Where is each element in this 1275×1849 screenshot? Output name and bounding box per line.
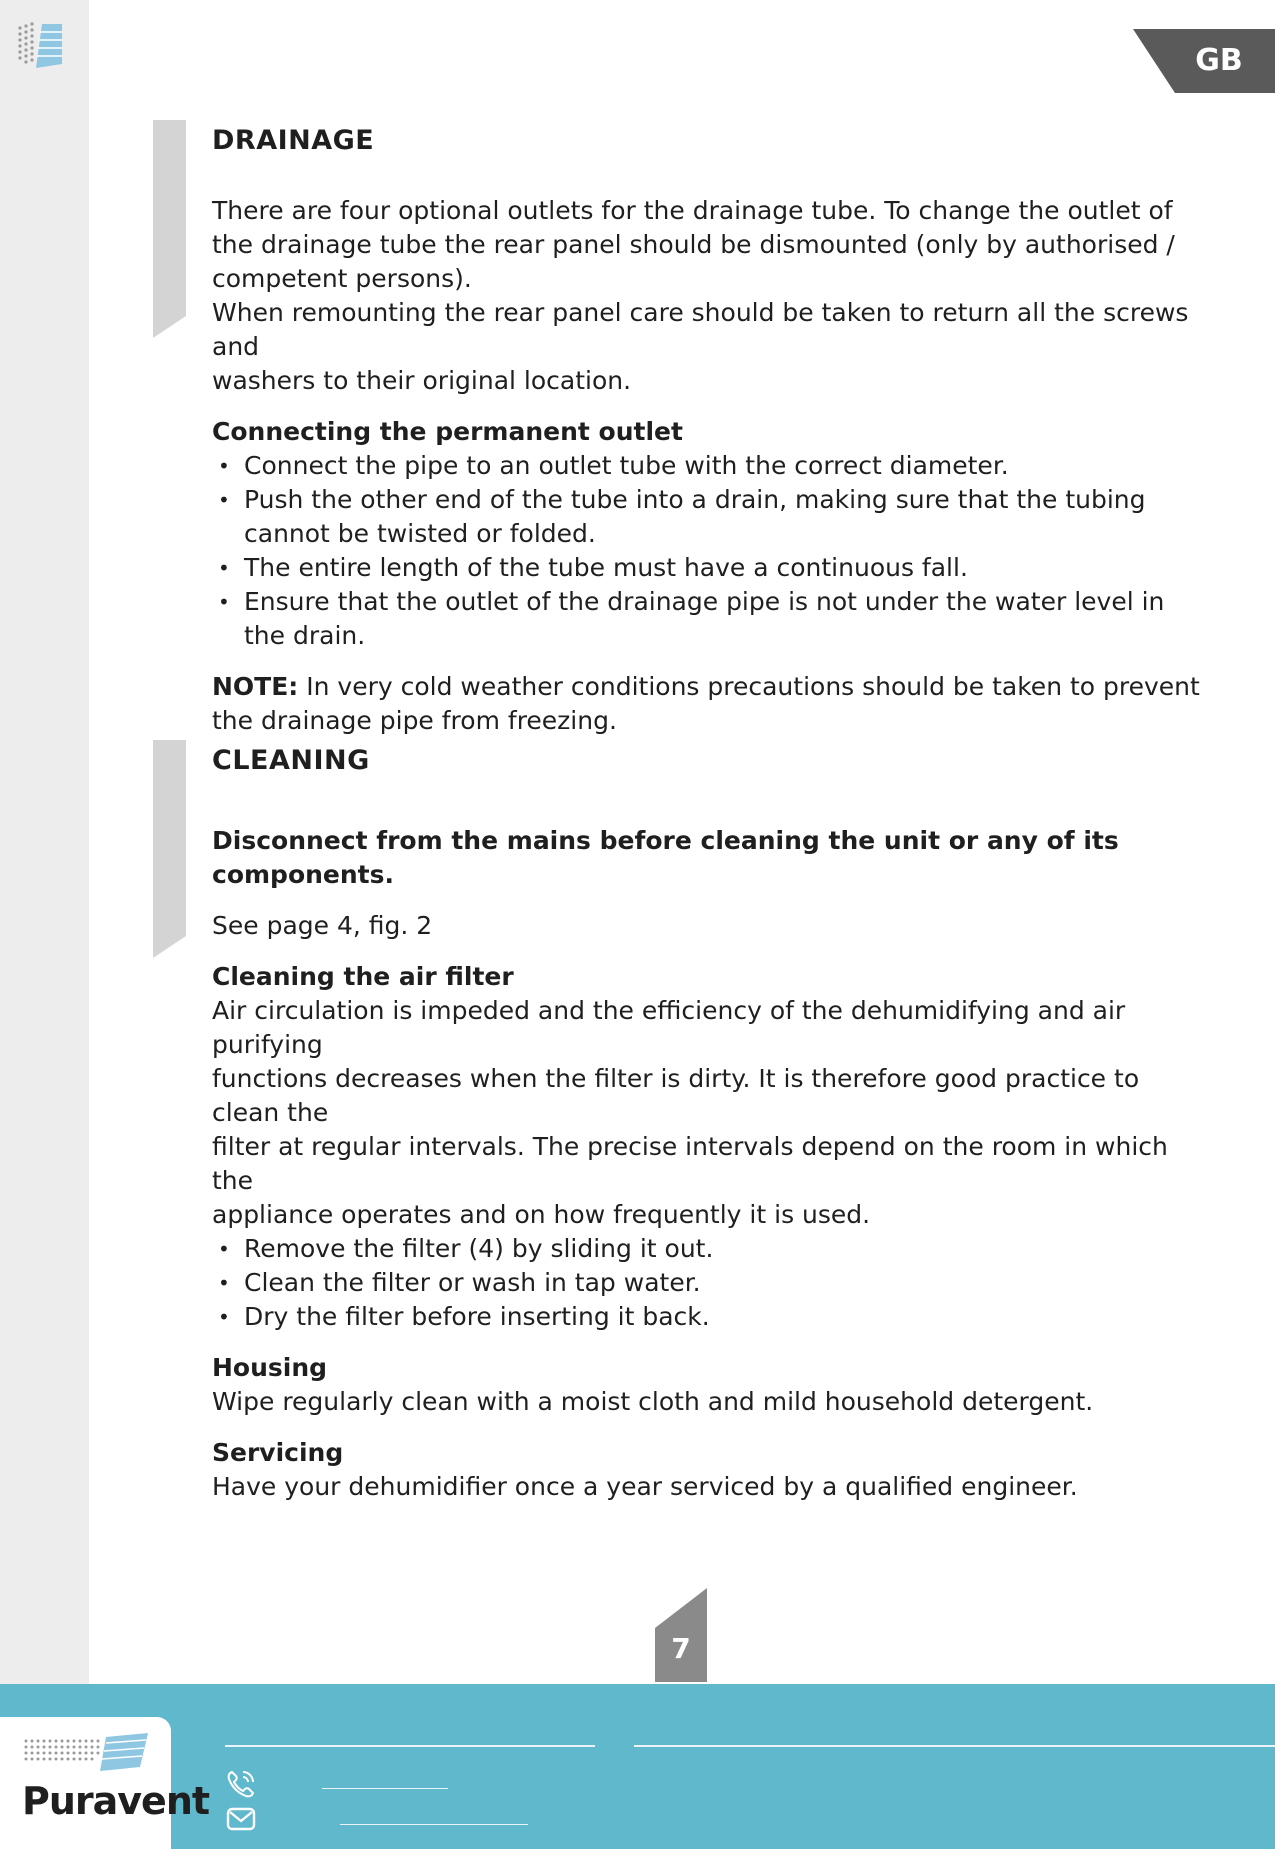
air-filter-line: filter at regular intervals. The precise intervals depend on the room in which the xyxy=(212,1132,1168,1195)
servicing-text: Have your dehumidifier once a year serviced by a qualified engineer. xyxy=(212,1472,1078,1501)
list-item: • Clean the filter or wash in tap water. xyxy=(212,1266,1212,1300)
intro-line: washers to their original location. xyxy=(212,366,632,395)
cleaning-heading: CLEANING xyxy=(212,745,370,776)
footer-logo-box xyxy=(0,1717,210,1849)
drainage-section xyxy=(212,124,1212,738)
footer-brand: Puravent xyxy=(22,1779,210,1823)
note-label: NOTE: xyxy=(212,672,299,701)
list-item: • The entire length of the tube must have a continuous fall. xyxy=(212,551,1212,585)
footer-divider xyxy=(225,1745,595,1747)
drainage-section-bar xyxy=(153,120,186,338)
housing-text: Wipe regularly clean with a moist cloth and mild household detergent. xyxy=(212,1387,1094,1416)
puravent-mark-icon xyxy=(14,20,64,70)
intro-line: the drainage tube the rear panel should be dismounted (only by authorised / xyxy=(212,230,1175,259)
list-item: • Dry the filter before inserting it back. xyxy=(212,1300,1212,1334)
intro-line: When remounting the rear panel care should be taken to return all the screws and xyxy=(212,298,1189,361)
permanent-outlet-title: Connecting the permanent outlet xyxy=(212,417,683,446)
list-item: • Remove the filter (4) by sliding it out. xyxy=(212,1232,1212,1266)
footer-phone-line xyxy=(322,1788,448,1789)
phone-icon xyxy=(225,1768,257,1800)
footer-mail-line xyxy=(340,1824,528,1825)
page-number: 7 xyxy=(671,1632,691,1665)
cleaning-section xyxy=(212,744,1212,1504)
air-filter-line: appliance operates and on how frequently it is used. xyxy=(212,1200,871,1229)
intro-line: There are four optional outlets for the drainage tube. To change the outlet of xyxy=(212,196,1173,225)
list-item: • Ensure that the outlet of the drainage pipe is not under the water level in the drain. xyxy=(212,585,1212,653)
language-tab-label: GB xyxy=(1195,42,1243,78)
cleaning-warning: Disconnect from the mains before cleaning the unit or any of its components. xyxy=(212,826,1119,889)
see-page-reference: See page 4, fig. 2 xyxy=(212,911,433,940)
filter-bullet-list xyxy=(212,1232,1212,1334)
list-item: • Push the other end of the tube into a drain, making sure that the tubing cannot be twisted or folded. xyxy=(212,483,1212,551)
air-filter-line: functions decreases when the filter is dirty. It is therefore good practice to clean the xyxy=(212,1064,1140,1127)
air-filter-text xyxy=(212,994,1212,1232)
servicing-title: Servicing xyxy=(212,1438,344,1467)
drainage-bullet-list xyxy=(212,449,1212,653)
puravent-logo-icon xyxy=(22,1733,150,1777)
page-number-tab xyxy=(655,1588,707,1682)
mail-icon xyxy=(225,1803,257,1835)
air-filter-line: Air circulation is impeded and the efficiency of the dehumidifying and air purifying xyxy=(212,996,1126,1059)
footer-divider xyxy=(634,1745,1275,1747)
note-text: In very cold weather conditions precautions should be taken to prevent the drainage pipe from freezing. xyxy=(212,672,1200,735)
drainage-note xyxy=(212,670,1212,738)
air-filter-title: Cleaning the air filter xyxy=(212,962,514,991)
language-tab xyxy=(1133,29,1275,93)
list-item: • Connect the pipe to an outlet tube with the correct diameter. xyxy=(212,449,1212,483)
housing-title: Housing xyxy=(212,1353,328,1382)
left-sidebar xyxy=(0,0,89,1684)
cleaning-section-bar xyxy=(153,740,186,958)
drainage-heading: DRAINAGE xyxy=(212,125,375,156)
footer-band xyxy=(0,1684,1275,1849)
intro-line: competent persons). xyxy=(212,264,472,293)
drainage-intro xyxy=(212,194,1212,398)
